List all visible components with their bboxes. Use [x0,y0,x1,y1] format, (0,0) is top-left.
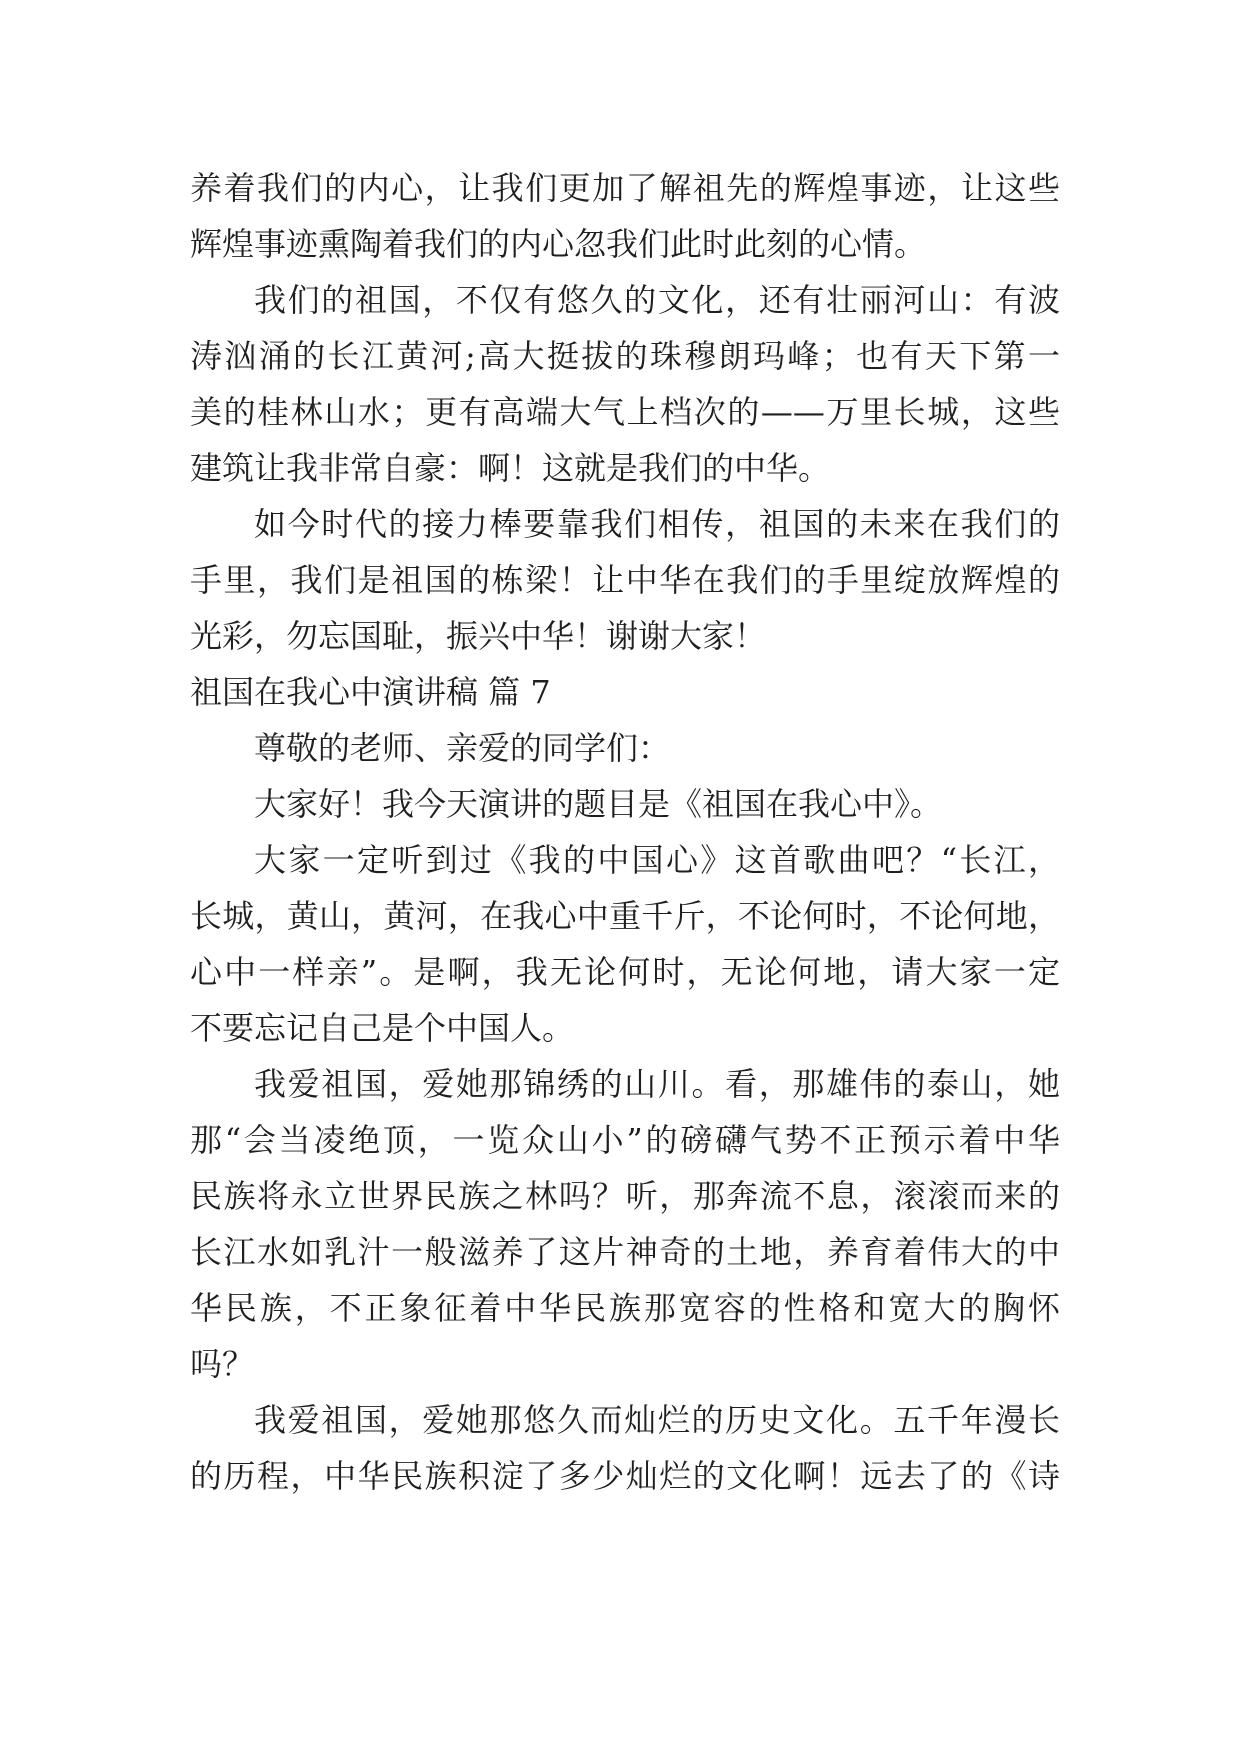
section-heading: 祖国在我心中演讲稿 篇 7 [190,673,551,711]
text-line: 华民族，不正象征着中华民族那宽容的性格和宽大的胸怀 [190,1289,1060,1327]
text-line: 养着我们的内心，让我们更加了解祖先的辉煌事迹，让这些 [190,169,1060,207]
paragraph-start-line: 我爱祖国，爱她那锦绣的山川。看，那雄伟的泰山，她 [254,1065,1060,1103]
greeting-line: 大家好！我今天演讲的题目是《祖国在我心中》。 [254,785,943,823]
text-line: 长城，黄山，黄河，在我心中重千斤，不论何时，不论何地， [190,897,1060,935]
text-line: 手里，我们是祖国的栋梁！让中华在我们的手里绽放辉煌的 [190,561,1060,599]
text-line: 吗？ [190,1345,255,1383]
paragraph-start-line: 如今时代的接力棒要靠我们相传，祖国的未来在我们的 [254,505,1060,543]
text-line: 建筑让我非常自豪：啊！这就是我们的中华。 [190,449,831,487]
text-line: 光彩，勿忘国耻，振兴中华！谢谢大家！ [190,617,767,655]
paragraph-start-line: 我们的祖国，不仅有悠久的文化，还有壮丽河山：有波 [254,281,1060,319]
text-line: 美的桂林山水；更有高端大气上档次的——万里长城，这些 [190,393,1060,431]
text-line: 不要忘记自己是个中国人。 [190,1009,575,1047]
text-line: 涛汹涌的长江黄河;高大挺拔的珠穆朗玛峰；也有天下第一 [190,337,1060,375]
text-line: 长江水如乳汁一般滋养了这片神奇的土地，养育着伟大的中 [190,1233,1060,1271]
text-line: 辉煌事迹熏陶着我们的内心忽我们此时此刻的心情。 [190,225,927,263]
document-body [190,160,1060,1504]
text-line: 民族将永立世界民族之林吗？听，那奔流不息，滚滚而来的 [190,1177,1060,1215]
text-line: 的历程，中华民族积淀了多少灿烂的文化啊！远去了的《诗 [190,1457,1060,1495]
paragraph-start-line: 大家一定听到过《我的中国心》这首歌曲吧？“长江， [254,841,1060,879]
text-line: 心中一样亲”。是啊，我无论何时，无论何地，请大家一定 [190,953,1060,991]
paragraph-start-line: 我爱祖国，爱她那悠久而灿烂的历史文化。五千年漫长 [254,1401,1060,1439]
salutation-line: 尊敬的老师、亲爱的同学们： [254,729,671,767]
text-line: 那“会当凌绝顶，一览众山小”的磅礴气势不正预示着中华 [190,1121,1060,1159]
